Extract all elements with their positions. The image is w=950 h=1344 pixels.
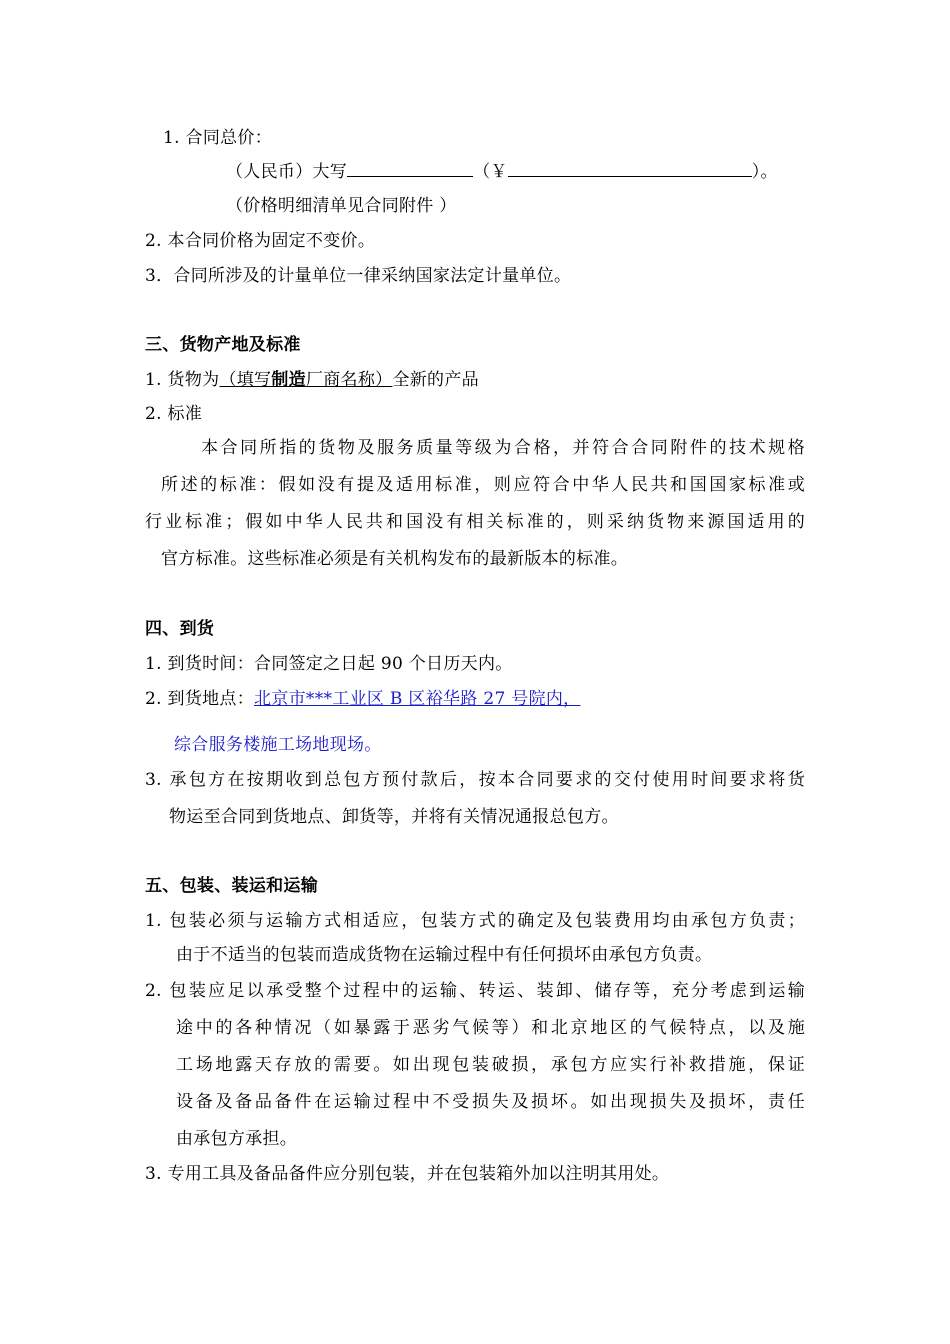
arrival-address-link[interactable]: 北京市***工业区 B 区裕华路 27 号院内，	[254, 689, 581, 709]
rmb-blank[interactable]	[347, 162, 473, 177]
standard-item: 2. 标准	[145, 404, 203, 424]
yen-label: （￥	[473, 162, 508, 182]
yen-close: ）。	[751, 162, 778, 182]
arrival-address-continued: 综合服务楼施工场地现场。	[174, 735, 382, 755]
packing-item-2-line-1: 2. 包装应足以承受整个过程中的运输、转运、装卸、储存等，充分考虑到运输	[145, 981, 805, 1001]
standard-para-line-2: 所述的标准：假如没有提及适用标准，则应符合中华人民共和国国家标准或	[161, 475, 805, 495]
delivery-item-line-2: 物运至合同到货地点、卸货等，并将有关情况通报总包方。	[169, 807, 619, 827]
standard-para-line-1: 本合同所指的货物及服务质量等级为合格，并符合合同附件的技术规格	[201, 438, 805, 458]
goods-origin-prefix: 1. 货物为	[145, 370, 220, 390]
delivery-item-line-1: 3. 承包方在按期收到总包方预付款后，按本合同要求的交付使用时间要求将货	[145, 770, 805, 790]
packing-item-3: 3. 专用工具及备品备件应分别包装，并在包装箱外加以注明其用处。	[145, 1164, 670, 1184]
price-note: （价格明细清单见合同附件 ）	[226, 196, 457, 216]
arrival-place-item	[145, 688, 580, 710]
price-item-1: 1. 合同总价：	[163, 128, 273, 148]
goods-origin-item	[145, 369, 479, 391]
manufacturer-fill: （填写制造厂商名称）	[219, 370, 393, 390]
packing-item-2-line-5: 由承包方承担。	[176, 1129, 298, 1149]
price-rmb-line	[226, 161, 778, 183]
price-item-2: 2. 本合同价格为固定不变价。	[145, 231, 376, 251]
packing-item-1-line-1: 1. 包装必须与运输方式相适应，包装方式的确定及包装费用均由承包方负责；	[145, 911, 805, 931]
arrival-time-item: 1. 到货时间：合同签定之日起 90 个日历天内。	[145, 654, 513, 674]
packing-item-2-line-4: 设备及备品备件在运输过程中不受损失及损坏。如出现损失及损坏，责任	[176, 1092, 805, 1112]
arrival-place-label: 2. 到货地点：	[145, 689, 255, 709]
packing-item-1-line-2: 由于不适当的包装而造成货物在运输过程中有任何损坏由承包方负责。	[176, 945, 713, 965]
price-item-3: 3．合同所涉及的计量单位一律采纳国家法定计量单位。	[145, 266, 572, 286]
yen-blank[interactable]	[508, 162, 752, 177]
goods-origin-suffix: 全新的产品	[392, 370, 479, 390]
standard-para-line-4: 官方标准。这些标准必须是有关机构发布的最新版本的标准。	[161, 549, 629, 569]
packing-item-2-line-2: 途中的各种情况（如暴露于恶劣气候等）和北京地区的气候特点，以及施	[176, 1018, 805, 1038]
section-5-title: 五、包装、装运和运输	[145, 876, 318, 896]
section-3-title: 三、货物产地及标准	[145, 335, 301, 355]
rmb-label: （人民币）大写	[226, 162, 348, 182]
section-4-title: 四、到货	[145, 619, 215, 639]
standard-para-line-3: 行业标准；假如中华人民共和国没有相关标准的，则采纳货物来源国适用的	[145, 512, 805, 532]
packing-item-2-line-3: 工场地露天存放的需要。如出现包装破损，承包方应实行补救措施，保证	[176, 1055, 805, 1075]
